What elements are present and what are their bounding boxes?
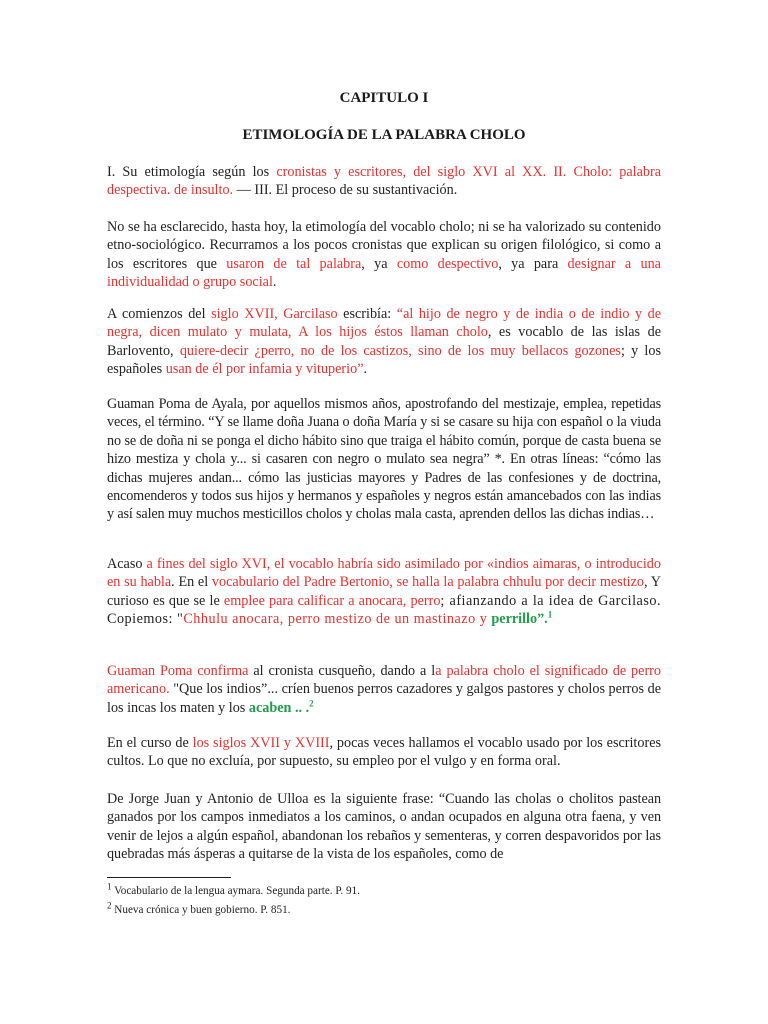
text-run: Acaso [107,556,147,572]
text-run: escribía: [337,306,397,322]
paragraph-summary [107,163,661,200]
paragraph-garcilaso [107,305,661,379]
highlight-red: a fines del siglo XVI, el vocablo habría sido asimilado por «indios aimaras, o introducido en su habla [107,556,661,591]
paragraph-confirma [107,662,661,717]
highlight-red: Chhulu anocara, perro mestizo de un mastinazo y [183,611,492,628]
footnote-text: Nueva crónica y buen gobierno. P. 851. [111,904,291,916]
paragraph-siglos [107,734,661,771]
paragraph-bertonio [107,555,661,629]
text-run: , ya [361,255,397,272]
highlight-red: los siglos XVII y XVIII [192,735,330,751]
text-run: "Que los indios”... críen buenos perros cazadores y galgos pastores y cholos perros de los incas los maten y los [107,681,661,716]
highlight-red: vocabulario del Padre Bertonio, se halla la palabra chhulu por decir mestizo [211,574,644,591]
highlight-red: Guaman Poma confirma [107,663,249,679]
highlight-green: acaben .. . [248,699,310,716]
paragraph-guaman-poma: Guaman Poma de Ayala, por aquellos mismos años, apostrofando del mestizaje, emplea, repetidas veces, el término. “Y se llame doña Juana o doña María y si se casare su hija con español o la viuda no se de doña ni se ponga el dicho hábito sino que traiga el hábito común, porque de casta buena se hizo mestiza y chola y... si casaren con negro o mulato sea negra” *. En otras líneas: “cómo las dichas mujeres andan... cómo las justicias mayores y Padres de las confesiones y de doctrina, encomenderos y todos sus hijos y hermanos y españoles y negros están amancebados con las indias y así salen muy muchos mesticillos cholos y cholas mala casta, aprenden dellos las dichas indias… [107,396,661,523]
text-run: — III. El proceso de su sustantivación. [233,182,458,199]
highlight-red: a palabra cholo el significado de perro americano. [107,663,661,698]
highlight-red: quiere-decir ¿perro, no de los castizos, sino de los muy bellacos gozones [179,342,621,359]
footnote-mark: 2 [107,900,112,911]
footnote-mark: 1 [107,881,112,892]
chapter-title: ETIMOLOGÍA DE LA PALABRA CHOLO [242,127,526,143]
paragraph-ulloa: De Jorge Juan y Antonio de Ulloa es la siguiente frase: “Cuando las cholas o cholitos pastean ganados por los campos inmediatos a los caminos, o andan ocupados en alguna otra faena, y ven venir de lejos a algún español, abandonan los rebaños y sementeras, y corren despavoridos por las quebradas más ásperas a quitarse de la vista de los españoles, como de [107,791,661,863]
footnote-2 [107,900,291,917]
footnote-text: Vocabulario de la lengua aymara. Segunda parte. P. 91. [111,885,360,897]
text-run: . [363,361,368,378]
chapter-heading: CAPITULO I [339,90,429,106]
text-run: No se ha esclarecido, hasta hoy, la etimología del vocablo cholo; ni se ha valorizado su contenido etno-sociológico. Recurramos a los pocos cronistas que explican su origen filológico, si como a los escritores que [107,219,661,272]
footnote-ref-2[interactable]: 2 [309,698,314,709]
text-run: , es vocablo de las islas de Barlovento, [107,324,661,359]
text-run: ; y los españoles [107,342,661,378]
highlight-red: cronistas y escritores, del siglo XVI al XX. II. Cholo: palabra despectiva. de insulto. [107,164,661,199]
text-run: I. Su etimología según los [107,164,277,180]
text-run: A comienzos del [107,306,212,322]
text-run: , Y curioso es que se le [107,574,661,609]
highlight-red: usaron de tal palabra [226,255,362,272]
highlight-red: como despectivo [396,255,499,272]
footnote-1 [107,881,360,898]
text-run: , pocas veces hallamos el vocablo usado por los escritores cultos. Lo que no excluía, por supuesto, su empleo por el vulgo y en forma oral. [107,735,662,770]
text-run: ; afianzando a la idea de Garcilaso. Copiemos: " [107,592,661,628]
highlight-red: usan de él por infamia y vituperio” [165,361,364,378]
footnote-divider [107,877,231,878]
text-run: , ya para [498,255,568,272]
footnote-ref-1[interactable]: 1 [547,609,553,620]
highlight-green: perrillo”. [491,611,548,628]
text-run: al cronista cusqueño, dando a l [248,663,436,679]
text-run: . En el [171,574,212,591]
highlight-red: siglo XVII, Garcilaso [211,306,338,322]
highlight-red: designar a una individualidad o grupo social [107,255,661,291]
paragraph-intro [107,218,661,292]
text-run: En el curso de [107,735,193,751]
highlight-red: emplee para calificar a anocara, perro [223,592,441,609]
text-run: . [272,274,277,291]
highlight-red: “al hijo de negro y de india o de indio y de negra, dicen mulato y mulata, A los hijos éstos llaman cholo [107,306,661,341]
